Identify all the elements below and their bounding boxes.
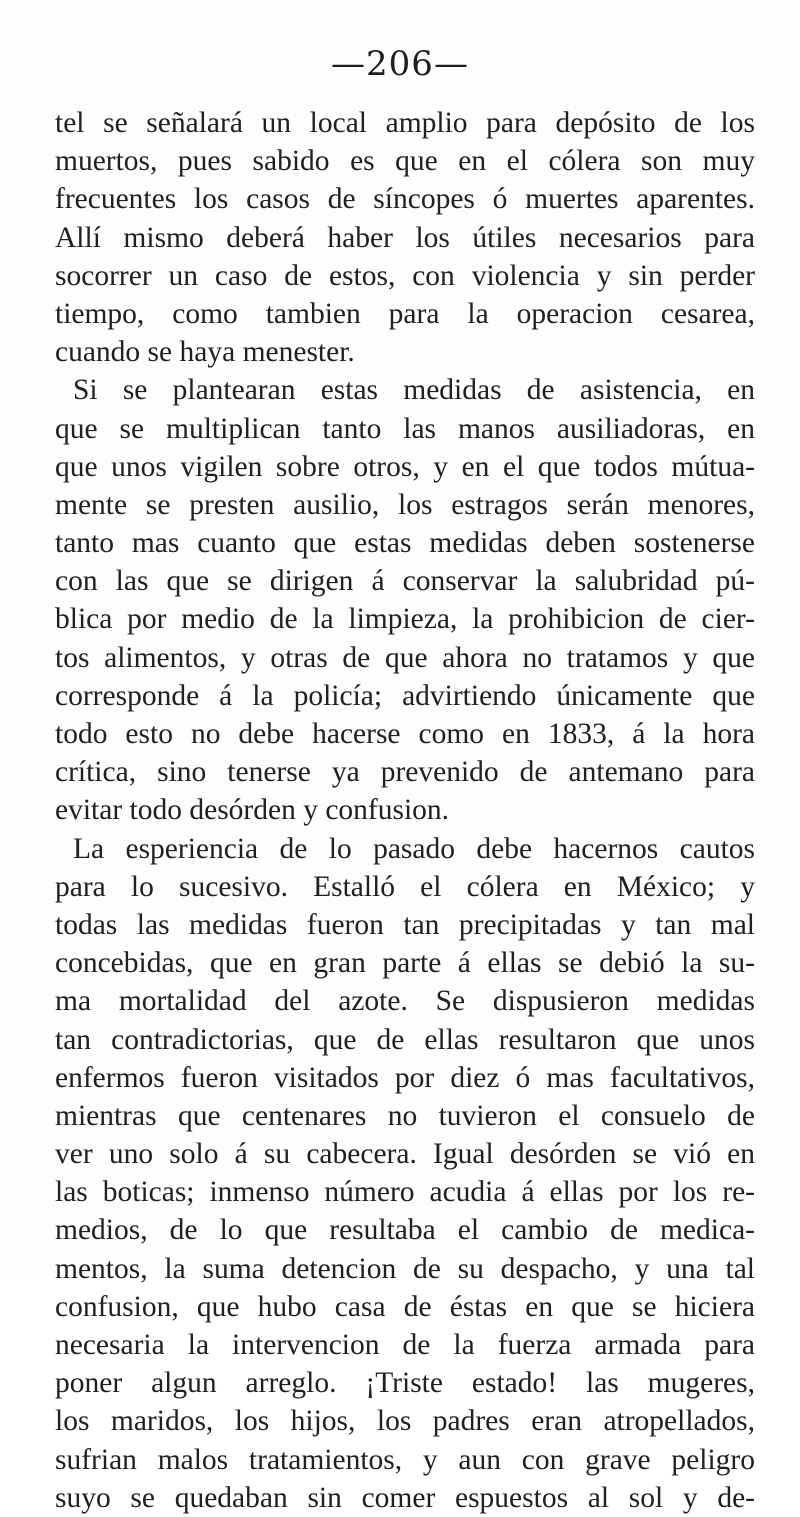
text-line: las boticas; inmenso número acudia á ellas por los re-	[55, 1176, 755, 1209]
text-line: los maridos, los hijos, los padres eran atropellados,	[55, 1405, 755, 1438]
text-line: crítica, sino tenerse ya prevenido de antemano para	[55, 756, 755, 789]
text-line: blica por medio de la limpieza, la prohibicion de cier-	[55, 603, 755, 636]
text-line: tanto mas cuanto que estas medidas deben sostenerse	[55, 527, 755, 560]
text-line: sufrian malos tratamientos, y aun con grave peligro	[55, 1443, 755, 1476]
text-line: confusion, que hubo casa de éstas en que se hiciera	[55, 1290, 755, 1323]
text-line: suyo se quedaban sin comer espuestos al sol y de-	[55, 1481, 755, 1514]
text-line: Allí mismo deberá haber los útiles necesarios para	[55, 221, 755, 254]
text-line: concebidas, que en gran parte á ellas se debió la su-	[55, 947, 755, 980]
text-line: mientras que centenares no tuvieron el consuelo de	[55, 1099, 755, 1132]
text-line: con las que se dirigen á conservar la salubridad pú-	[55, 565, 755, 598]
body-text	[55, 104, 755, 1517]
text-line: necesaria la intervencion de la fuerza armada para	[55, 1329, 755, 1361]
text-line: tel se señalará un local amplio para depósito de los	[55, 107, 755, 139]
text-line: corresponde á la policía; advirtiendo únicamente que	[55, 679, 755, 712]
text-line: que se multiplican tanto las manos ausiliadoras, en	[55, 412, 755, 445]
text-line: tan contradictorias, que de ellas resultaron que unos	[55, 1023, 755, 1056]
text-line: todas las medidas fueron tan precipitadas y tan mal	[55, 908, 755, 941]
text-line: Si se plantearan estas medidas de asistencia, en	[73, 374, 755, 407]
text-line: frecuentes los casos de síncopes ó muertes aparentes.	[55, 183, 755, 216]
text-line: mentos, la suma detencion de su despacho, y una tal	[55, 1252, 755, 1285]
text-line: que unos vigilen sobre otros, y en el que todos mútua-	[55, 450, 755, 483]
text-line: enfermos fueron visitados por diez ó mas facultativos,	[55, 1061, 755, 1094]
text-line: todo esto no debe hacerse como en 1833, á la hora	[55, 718, 755, 750]
text-line: medios, de lo que resultaba el cambio de medica-	[55, 1214, 755, 1247]
text-line: evitar todo desórden y confusion.	[55, 794, 450, 827]
text-line: cuando se haya menester.	[55, 336, 355, 369]
text-line: ma mortalidad del azote. Se dispusieron medidas	[55, 985, 755, 1018]
text-line: mente se presten ausilio, los estragos serán menores,	[55, 488, 755, 521]
text-line: socorrer un caso de estos, con violencia y sin perder	[55, 259, 755, 292]
page-number: —206—	[331, 44, 469, 84]
text-line: para lo sucesivo. Estalló el cólera en México; y	[55, 870, 755, 903]
text-line: tos alimentos, y otras de que ahora no tratamos y que	[55, 641, 755, 674]
text-line: poner algun arreglo. ¡Triste estado! las mugeres,	[55, 1367, 755, 1400]
text-line: La esperiencia de lo pasado debe hacernos cautos	[73, 832, 755, 865]
text-line: tiempo, como tambien para la operacion cesarea,	[55, 297, 755, 330]
text-line: muertos, pues sabido es que en el cólera son muy	[55, 145, 755, 178]
text-line: ver uno solo á su cabecera. Igual desórden se vió en	[55, 1138, 755, 1171]
